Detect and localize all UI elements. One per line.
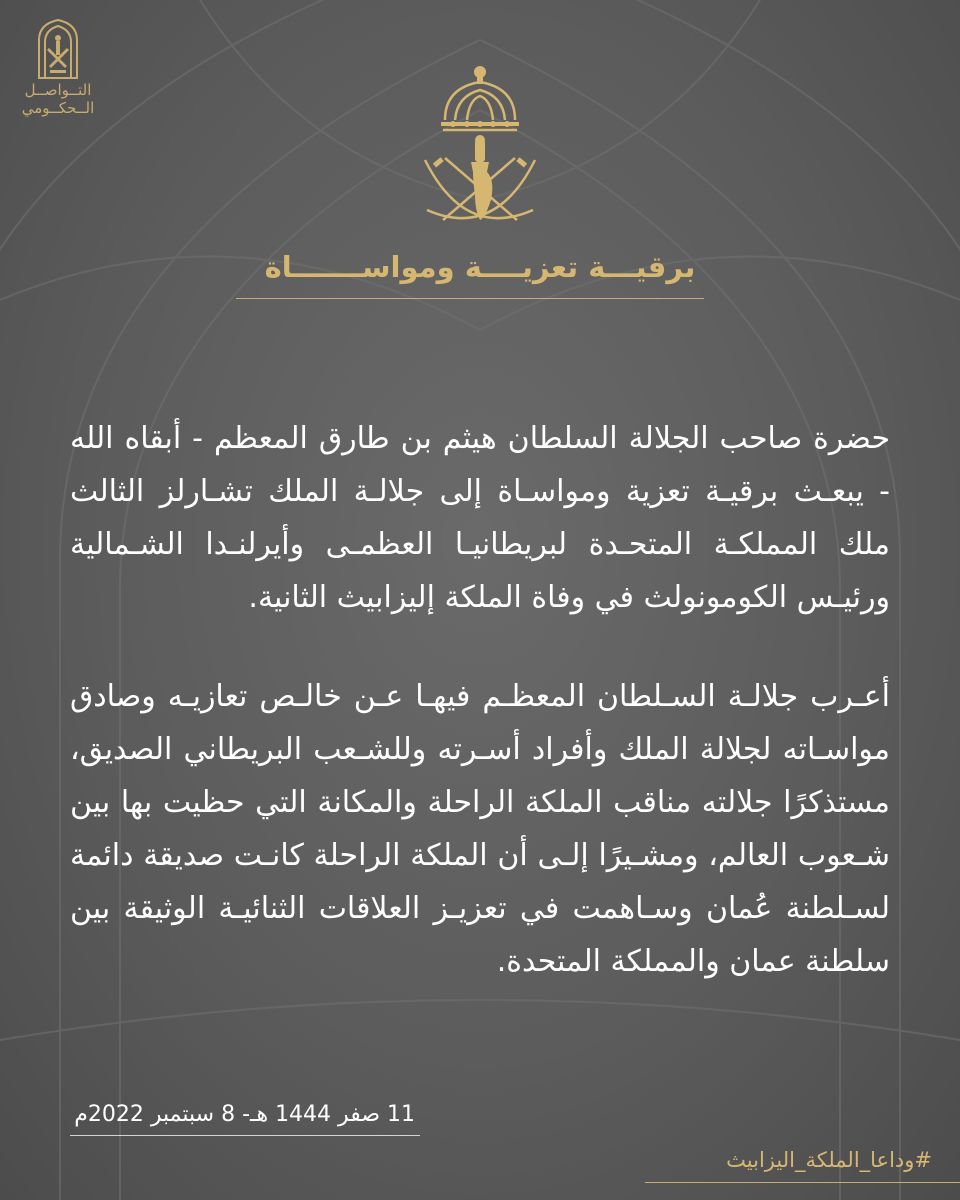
hashtag-label: #وداعا_الملكة_اليزابيث: [726, 1148, 932, 1172]
paragraph-1: حضرة صاحب الجلالة السلطان هيثم بن طارق المعظم - أبقاه الله - يبعـث برقيـة تعزية ومواسـاة إلى جلالـة الملك تشـارلز الثالث ملك المملكـة المتحـدة لبريطانيـا العظمـى وأيرلنـدا الشـمالية ورئيـس الكومونولث في وفاة الملكة إليزابيث الثانية.: [70, 421, 890, 615]
oman-national-emblem-icon: [405, 60, 555, 235]
hashtag-divider: [645, 1182, 960, 1183]
title-divider: [236, 298, 704, 299]
paragraph-2: أعـرب جلالـة السـلطان المعظـم فيهـا عـن خالـص تعازيـه وصادق مواسـاته لجلالة الملك وأفراد أسـرته وللشـعب البريطاني الصديق، مستذكرًا جلالته مناقب الملكة الراحلة والمكانة التي حظيت بها بين شـعوب العالم، ومشـيرًا إلـى أن الملكة الراحلة كانـت صديقة دائمة لسـلطنة عُمان وسـاهمت في تعزيـز العلاقات الثنائيـة الوثيقة بين سلطنة عمان والمملكة المتحدة.: [70, 679, 890, 979]
oman-khanjar-emblem-icon: [35, 18, 81, 80]
logo-text-line-1: التــواصــل: [24, 81, 92, 99]
date-divider: [70, 1135, 420, 1136]
logo-text-line-2: الــحكــومي: [21, 99, 95, 117]
page-title: برقيـــة تعزيــــة ومواســـــــاة: [264, 250, 696, 284]
date-label: 11 صفر 1444 هـ- 8 سبتمبر 2022م: [74, 1102, 415, 1127]
government-communication-logo: [18, 18, 98, 128]
